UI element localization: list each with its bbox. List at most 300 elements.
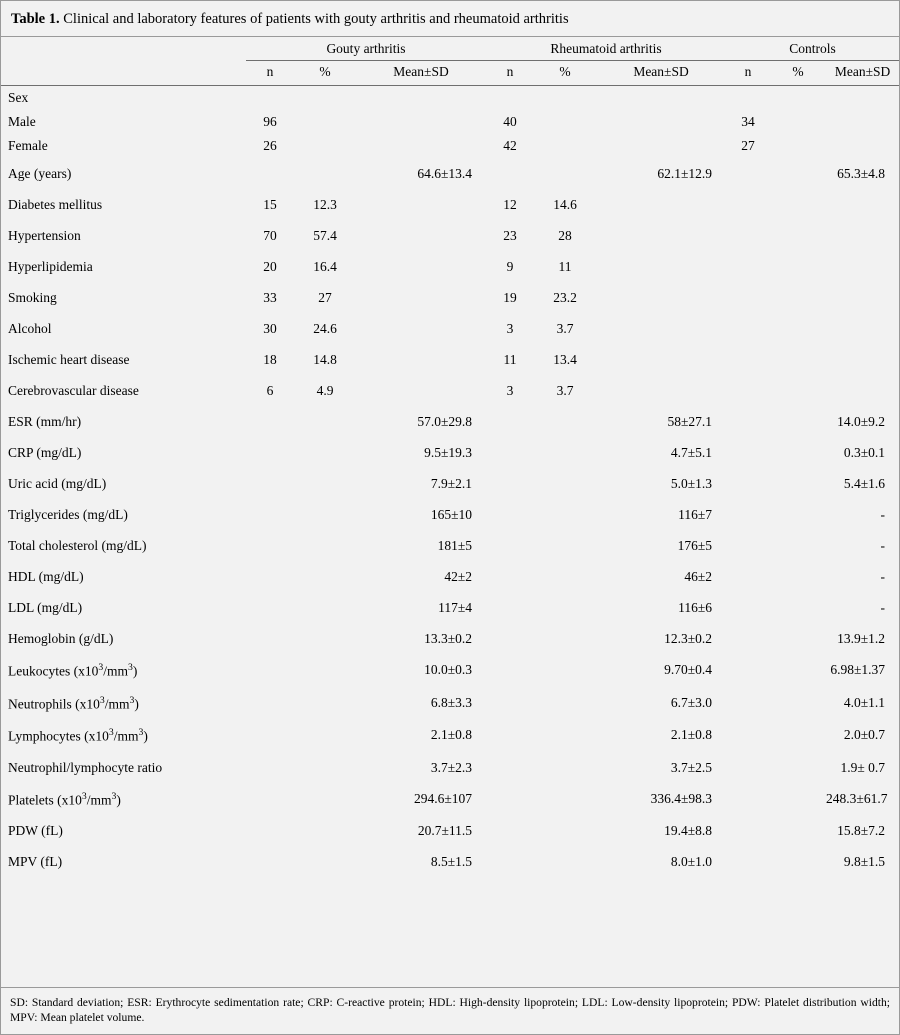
cell-gouty-pct <box>294 437 356 468</box>
cell-rheumatoid-pct: 3.7 <box>556 321 574 337</box>
table-row <box>1 468 899 499</box>
row-label: CRP (mg/dL) <box>8 445 82 461</box>
header-group-blank <box>1 37 246 61</box>
row-label: Ischemic heart disease <box>8 352 130 368</box>
cell-gouty-pct <box>294 561 356 592</box>
cell-rheumatoid-pct: 23.2 <box>553 290 577 306</box>
cell-rheumatoid-n <box>486 719 534 752</box>
cell-rheumatoid-n <box>486 783 534 816</box>
cell-gouty-meansd <box>356 344 486 375</box>
cell-controls-n <box>726 846 770 877</box>
cell-rheumatoid-meansd <box>596 220 726 251</box>
cell-rheumatoid-pct <box>534 158 596 189</box>
cell-controls-pct <box>770 592 826 623</box>
cell-gouty-meansd <box>356 220 486 251</box>
cell-controls-meansd: 13.9±1.2 <box>837 631 886 647</box>
cell-rheumatoid-meansd: 116±6 <box>678 600 713 616</box>
cell-gouty-meansd: 13.3±0.2 <box>424 631 472 647</box>
cell-gouty-n: 96 <box>263 114 277 130</box>
table-row <box>1 687 899 720</box>
cell-gouty-n <box>246 719 294 752</box>
cell-controls-meansd: 4.0±1.1 <box>843 694 886 710</box>
cell-gouty-pct <box>294 719 356 752</box>
cell-gouty-pct: 24.6 <box>313 321 337 337</box>
cell-controls-pct <box>770 313 826 344</box>
cell-rheumatoid-pct <box>534 499 596 530</box>
cell-controls-meansd <box>826 282 899 313</box>
cell-controls-pct <box>770 110 826 134</box>
cell-rheumatoid-meansd <box>596 110 726 134</box>
cell-rheumatoid-n <box>486 654 534 687</box>
cell-rheumatoid-n <box>486 623 534 654</box>
row-label: Cerebrovascular disease <box>8 383 139 399</box>
table-row <box>1 499 899 530</box>
row-label: Hypertension <box>8 228 81 244</box>
cell-gouty-meansd: 57.0±29.8 <box>417 414 472 430</box>
cell-controls-pct <box>770 783 826 816</box>
cell-controls-pct <box>770 846 826 877</box>
cell-rheumatoid-n <box>486 846 534 877</box>
cell-rheumatoid-n: 9 <box>506 259 514 275</box>
row-label: Triglycerides (mg/dL) <box>8 507 128 523</box>
table-row <box>1 344 899 375</box>
header-sub-gouty-pct: % <box>319 64 331 80</box>
cell-gouty-meansd <box>356 134 486 158</box>
cell-controls-pct <box>770 220 826 251</box>
cell-rheumatoid-pct <box>534 406 596 437</box>
cell-rheumatoid-pct: 14.6 <box>553 197 577 213</box>
cell-rheumatoid-n: 23 <box>503 228 517 244</box>
cell-gouty-meansd: 64.6±13.4 <box>417 166 472 182</box>
table-row <box>1 592 899 623</box>
cell-rheumatoid-meansd <box>596 86 726 111</box>
row-label: Leukocytes $(x10^3/mm^3)$ <box>8 662 138 679</box>
cell-controls-pct <box>770 86 826 111</box>
cell-gouty-n <box>246 623 294 654</box>
cell-controls-n <box>726 437 770 468</box>
cell-rheumatoid-meansd: 5.0±1.3 <box>670 476 713 492</box>
row-label: HDL (mg/dL) <box>8 569 84 585</box>
cell-rheumatoid-n: 11 <box>503 352 517 368</box>
header-sub-gouty-meansd: Mean±SD <box>393 64 449 80</box>
cell-rheumatoid-n <box>486 687 534 720</box>
cell-rheumatoid-meansd <box>596 375 726 406</box>
row-label: Platelets $(x10^3/mm^3)$ <box>8 790 121 808</box>
cell-controls-pct <box>770 437 826 468</box>
cell-rheumatoid-pct <box>534 687 596 720</box>
cell-rheumatoid-n: 19 <box>503 290 517 306</box>
cell-controls-pct <box>770 530 826 561</box>
cell-controls-n <box>726 189 770 220</box>
cell-controls-pct <box>770 752 826 783</box>
cell-controls-n <box>726 687 770 720</box>
cell-gouty-n <box>246 468 294 499</box>
cell-controls-n <box>726 499 770 530</box>
table-row <box>1 189 899 220</box>
cell-rheumatoid-n: 42 <box>503 138 517 154</box>
cell-rheumatoid-meansd <box>596 282 726 313</box>
header-sub-controls-pct: % <box>792 64 804 80</box>
cell-gouty-n: 30 <box>263 321 277 337</box>
cell-controls-meansd: 9.8±1.5 <box>843 854 886 870</box>
cell-gouty-pct <box>294 530 356 561</box>
cell-gouty-meansd: 117±4 <box>438 600 472 616</box>
cell-gouty-pct <box>294 783 356 816</box>
cell-rheumatoid-meansd <box>596 251 726 282</box>
table-row <box>1 815 899 846</box>
cell-rheumatoid-n: 3 <box>506 383 514 399</box>
cell-controls-meansd: - <box>880 507 886 523</box>
row-label: Alcohol <box>8 321 52 337</box>
cell-gouty-pct: 12.3 <box>313 197 337 213</box>
row-label: MPV (fL) <box>8 854 63 870</box>
header-sub-rheumatoid-meansd: Mean±SD <box>633 64 689 80</box>
cell-rheumatoid-meansd: 176±5 <box>677 538 713 554</box>
cell-rheumatoid-n <box>486 592 534 623</box>
cell-gouty-meansd: 2.1±0.8 <box>430 727 472 743</box>
cell-gouty-pct <box>294 158 356 189</box>
header-group-gouty: Gouty arthritis <box>246 37 486 61</box>
cell-rheumatoid-pct <box>534 468 596 499</box>
row-label: Diabetes mellitus <box>8 197 103 213</box>
table-title: Clinical and laboratory features of patients with gouty arthritis and rheumatoid arthritis <box>59 11 569 27</box>
cell-controls-n <box>726 561 770 592</box>
cell-gouty-meansd: 165±10 <box>430 507 472 523</box>
table-row <box>1 561 899 592</box>
table-row <box>1 783 899 816</box>
cell-rheumatoid-meansd: 62.1±12.9 <box>657 166 713 182</box>
cell-controls-n <box>726 815 770 846</box>
cell-gouty-meansd <box>356 375 486 406</box>
cell-gouty-n: 26 <box>263 138 277 154</box>
cell-rheumatoid-n <box>486 158 534 189</box>
cell-gouty-n <box>246 530 294 561</box>
cell-rheumatoid-meansd: 116±7 <box>678 507 713 523</box>
cell-gouty-meansd <box>356 313 486 344</box>
cell-gouty-pct <box>294 110 356 134</box>
cell-gouty-pct <box>294 468 356 499</box>
cell-gouty-n <box>246 654 294 687</box>
cell-rheumatoid-pct <box>534 654 596 687</box>
cell-rheumatoid-n <box>486 752 534 783</box>
cell-gouty-meansd: 42±2 <box>444 569 472 585</box>
table-row <box>1 158 899 189</box>
cell-controls-n <box>726 592 770 623</box>
table-row <box>1 375 899 406</box>
cell-controls-meansd: 14.0±9.2 <box>837 414 886 430</box>
cell-controls-meansd: 1.9± 0.7 <box>840 759 886 775</box>
cell-controls-meansd <box>826 134 899 158</box>
cell-gouty-n <box>246 752 294 783</box>
header-group-controls: Controls <box>726 37 899 61</box>
cell-gouty-meansd: 181±5 <box>437 538 472 554</box>
table-row <box>1 623 899 654</box>
cell-controls-pct <box>770 251 826 282</box>
cell-controls-pct <box>770 815 826 846</box>
cell-controls-n <box>726 623 770 654</box>
cell-controls-pct <box>770 158 826 189</box>
cell-rheumatoid-pct <box>534 561 596 592</box>
row-label: Smoking <box>8 290 57 306</box>
cell-controls-n <box>726 251 770 282</box>
cell-rheumatoid-meansd: 46±2 <box>684 569 713 585</box>
cell-rheumatoid-pct <box>534 815 596 846</box>
cell-rheumatoid-meansd: 2.1±0.8 <box>670 727 713 743</box>
cell-gouty-meansd: 3.7±2.3 <box>430 759 472 775</box>
cell-controls-pct <box>770 468 826 499</box>
cell-controls-pct <box>770 623 826 654</box>
cell-gouty-n: 20 <box>263 259 277 275</box>
table-body <box>1 86 899 878</box>
header-sub-controls-meansd: Mean±SD <box>834 64 891 80</box>
cell-gouty-n <box>246 499 294 530</box>
cell-gouty-pct: 14.8 <box>313 352 337 368</box>
cell-controls-pct <box>770 499 826 530</box>
cell-gouty-pct: 27 <box>318 290 332 306</box>
cell-gouty-pct <box>294 623 356 654</box>
cell-rheumatoid-meansd <box>596 189 726 220</box>
cell-rheumatoid-pct <box>534 623 596 654</box>
header-sub-rheumatoid-pct: % <box>559 64 571 80</box>
row-label: ESR (mm/hr) <box>8 414 82 430</box>
table-row <box>1 752 899 783</box>
cell-rheumatoid-meansd <box>596 134 726 158</box>
cell-rheumatoid-n <box>486 530 534 561</box>
cell-controls-pct <box>770 719 826 752</box>
cell-gouty-pct <box>294 654 356 687</box>
cell-gouty-n <box>246 687 294 720</box>
cell-rheumatoid-n <box>486 468 534 499</box>
cell-controls-n <box>726 86 770 111</box>
header-subcolumn-row <box>1 61 899 86</box>
cell-controls-n <box>726 468 770 499</box>
cell-rheumatoid-pct <box>534 437 596 468</box>
cell-controls-pct <box>770 406 826 437</box>
table-caption <box>1 1 899 37</box>
table-row <box>1 313 899 344</box>
cell-controls-meansd <box>826 251 899 282</box>
cell-rheumatoid-meansd: 336.4±98.3 <box>650 790 713 806</box>
cell-controls-n <box>726 282 770 313</box>
cell-gouty-meansd: 10.0±0.3 <box>424 662 472 678</box>
cell-rheumatoid-pct <box>534 719 596 752</box>
cell-controls-n: 27 <box>741 138 755 154</box>
cell-gouty-pct: 4.9 <box>316 383 334 399</box>
cell-gouty-n <box>246 561 294 592</box>
cell-gouty-pct: 57.4 <box>313 228 337 244</box>
cell-rheumatoid-pct <box>534 783 596 816</box>
table-row <box>1 134 899 158</box>
cell-gouty-n <box>246 846 294 877</box>
cell-gouty-pct <box>294 499 356 530</box>
cell-gouty-meansd <box>356 86 486 111</box>
cell-controls-meansd: 6.98±1.37 <box>830 662 886 678</box>
cell-rheumatoid-meansd: 12.3±0.2 <box>664 631 713 647</box>
header-sub-gouty-n: n <box>266 64 274 80</box>
cell-gouty-pct <box>294 752 356 783</box>
cell-controls-n <box>726 752 770 783</box>
cell-gouty-meansd: 7.9±2.1 <box>430 476 472 492</box>
cell-rheumatoid-meansd: 6.7±3.0 <box>670 694 713 710</box>
table-row <box>1 530 899 561</box>
cell-gouty-n: 18 <box>263 352 277 368</box>
cell-rheumatoid-meansd: 58±27.1 <box>667 414 713 430</box>
row-label: Hemoglobin (g/dL) <box>8 631 114 647</box>
table-number: Table 1. <box>11 11 60 27</box>
cell-controls-n <box>726 406 770 437</box>
cell-rheumatoid-n <box>486 406 534 437</box>
cell-gouty-pct <box>294 815 356 846</box>
table-row <box>1 220 899 251</box>
cell-gouty-n <box>246 158 294 189</box>
cell-controls-meansd <box>826 189 899 220</box>
cell-rheumatoid-pct <box>534 110 596 134</box>
cell-controls-pct <box>770 375 826 406</box>
table-row <box>1 846 899 877</box>
cell-controls-meansd <box>826 344 899 375</box>
cell-rheumatoid-n: 40 <box>503 114 517 130</box>
cell-gouty-n: 15 <box>263 197 277 213</box>
cell-gouty-n <box>246 592 294 623</box>
header-sub-controls-n: n <box>744 64 752 80</box>
cell-gouty-n <box>246 86 294 111</box>
cell-controls-meansd: 65.3±4.8 <box>837 166 886 182</box>
table-filler <box>1 877 899 987</box>
cell-rheumatoid-n: 12 <box>503 197 517 213</box>
cell-controls-n <box>726 783 770 816</box>
cell-gouty-n <box>246 406 294 437</box>
cell-rheumatoid-pct <box>534 846 596 877</box>
cell-controls-n <box>726 375 770 406</box>
row-label: Uric acid (mg/dL) <box>8 476 107 492</box>
cell-rheumatoid-meansd <box>596 344 726 375</box>
cell-gouty-meansd <box>356 251 486 282</box>
cell-gouty-meansd: 8.5±1.5 <box>430 854 472 870</box>
cell-controls-meansd <box>826 220 899 251</box>
cell-controls-pct <box>770 344 826 375</box>
cell-controls-meansd: - <box>880 569 886 585</box>
cell-gouty-n: 70 <box>263 228 277 244</box>
cell-controls-n: 34 <box>741 114 755 130</box>
cell-rheumatoid-n <box>486 815 534 846</box>
row-label: PDW (fL) <box>8 823 63 839</box>
row-label: Total cholesterol (mg/dL) <box>8 538 147 554</box>
cell-rheumatoid-pct <box>534 592 596 623</box>
cell-gouty-meansd <box>356 110 486 134</box>
cell-rheumatoid-pct: 13.4 <box>553 352 577 368</box>
row-label: Male <box>8 114 36 130</box>
cell-rheumatoid-pct <box>534 752 596 783</box>
cell-controls-pct <box>770 687 826 720</box>
cell-rheumatoid-pct: 3.7 <box>556 383 574 399</box>
cell-rheumatoid-pct <box>534 86 596 111</box>
cell-rheumatoid-meansd: 19.4±8.8 <box>664 823 713 839</box>
cell-gouty-meansd: 20.7±11.5 <box>417 823 472 839</box>
cell-gouty-meansd <box>356 282 486 313</box>
table-row <box>1 110 899 134</box>
cell-controls-meansd: 15.8±7.2 <box>837 823 886 839</box>
cell-rheumatoid-pct <box>534 134 596 158</box>
cell-controls-n <box>726 220 770 251</box>
table-row <box>1 406 899 437</box>
row-label: Neutrophils $(x10^3/mm^3)$ <box>8 694 139 712</box>
table-footnote: SD: Standard deviation; ESR: Erythrocyte sedimentation rate; CRP: C-reactive protein; HDL: High-density lipoprotein; LDL: Low-density lipoprotein; PDW: Platelet distribution width; MPV: Mean platelet volume. <box>1 987 899 1034</box>
cell-gouty-n: 33 <box>263 290 277 306</box>
cell-gouty-meansd: 6.8±3.3 <box>430 694 472 710</box>
row-label: Female <box>8 138 48 154</box>
cell-rheumatoid-n <box>486 499 534 530</box>
cell-controls-pct <box>770 654 826 687</box>
cell-controls-meansd <box>826 86 899 111</box>
cell-controls-pct <box>770 561 826 592</box>
cell-gouty-meansd: 9.5±19.3 <box>424 445 472 461</box>
cell-controls-n <box>726 530 770 561</box>
cell-controls-meansd: 0.3±0.1 <box>843 445 886 461</box>
cell-rheumatoid-meansd: 4.7±5.1 <box>670 445 713 461</box>
cell-gouty-pct <box>294 406 356 437</box>
cell-rheumatoid-n: 3 <box>506 321 514 337</box>
cell-controls-meansd: - <box>880 600 886 616</box>
cell-gouty-pct <box>294 846 356 877</box>
cell-controls-n <box>726 158 770 189</box>
cell-gouty-n <box>246 783 294 816</box>
cell-controls-meansd <box>826 313 899 344</box>
table-row <box>1 719 899 752</box>
cell-controls-meansd <box>826 110 899 134</box>
cell-controls-meansd: 248.3±61.7 <box>826 790 888 806</box>
cell-controls-pct <box>770 189 826 220</box>
table-row <box>1 251 899 282</box>
cell-gouty-pct <box>294 86 356 111</box>
table-row <box>1 86 899 111</box>
cell-rheumatoid-meansd <box>596 313 726 344</box>
cell-gouty-pct <box>294 687 356 720</box>
table-row <box>1 654 899 687</box>
row-label: LDL (mg/dL) <box>8 600 83 616</box>
cell-rheumatoid-n <box>486 86 534 111</box>
header-group-rheumatoid: Rheumatoid arthritis <box>486 37 726 61</box>
header-sub-blank <box>1 61 246 86</box>
clinical-features-table <box>1 37 899 877</box>
cell-rheumatoid-pct: 11 <box>558 259 572 275</box>
cell-rheumatoid-n <box>486 561 534 592</box>
cell-gouty-n <box>246 815 294 846</box>
cell-gouty-n <box>246 437 294 468</box>
row-label: Sex <box>8 90 29 106</box>
cell-gouty-meansd: 294.6±107 <box>413 790 472 806</box>
cell-controls-n <box>726 719 770 752</box>
cell-controls-meansd: 5.4±1.6 <box>843 476 886 492</box>
table-row <box>1 437 899 468</box>
cell-rheumatoid-meansd: 3.7±2.5 <box>670 759 713 775</box>
cell-rheumatoid-meansd: 8.0±1.0 <box>670 854 713 870</box>
cell-rheumatoid-pct <box>534 530 596 561</box>
cell-gouty-pct <box>294 134 356 158</box>
cell-gouty-n: 6 <box>266 383 274 399</box>
table-header <box>1 37 899 86</box>
cell-gouty-meansd <box>356 189 486 220</box>
cell-controls-meansd: - <box>880 538 886 554</box>
cell-gouty-pct: 16.4 <box>313 259 337 275</box>
cell-rheumatoid-meansd: 9.70±0.4 <box>664 662 713 678</box>
cell-rheumatoid-pct: 28 <box>558 228 572 244</box>
row-label: Lymphocytes $(x10^3/mm^3)$ <box>8 727 148 744</box>
row-label: Neutrophil/lymphocyte ratio <box>8 759 163 775</box>
cell-gouty-pct <box>294 592 356 623</box>
header-sub-rheumatoid-n: n <box>506 64 514 80</box>
cell-controls-meansd: 2.0±0.7 <box>843 727 886 743</box>
cell-controls-pct <box>770 282 826 313</box>
